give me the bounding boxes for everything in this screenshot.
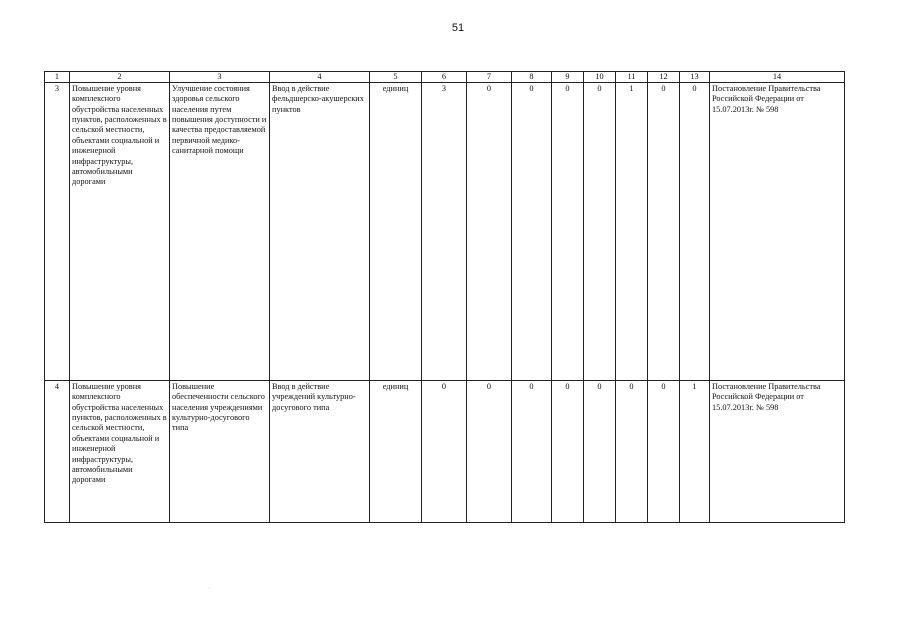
header-cell: 9 <box>552 72 584 83</box>
row-number: 3 <box>45 83 70 381</box>
value-cell: 0 <box>467 83 512 381</box>
header-cell: 12 <box>648 72 680 83</box>
unit-cell: единиц <box>370 381 422 523</box>
header-cell: 3 <box>170 72 270 83</box>
value-cell: 0 <box>422 381 467 523</box>
basis-cell: Постановление Правительства Российской Федерации от 15.07.2013г. № 598 <box>710 83 845 381</box>
goal-cell: Повышение обеспеченности сельского населения учреждениями культурно-досугового типа <box>170 381 270 523</box>
header-cell: 1 <box>45 72 70 83</box>
header-cell: 8 <box>512 72 552 83</box>
value-cell: 0 <box>552 381 584 523</box>
scan-speck: · <box>208 586 210 592</box>
value-cell: 0 <box>467 381 512 523</box>
value-cell: 0 <box>552 83 584 381</box>
header-cell: 10 <box>584 72 616 83</box>
header-cell: 14 <box>710 72 845 83</box>
value-cell: 0 <box>680 83 710 381</box>
goal-cell: Улучшение состояния здоровья сельского населения путем повышения доступности и качества предоставляемой первичной медико-санитарной помощи <box>170 83 270 381</box>
indicators-table <box>44 71 845 523</box>
value-cell: 1 <box>616 83 648 381</box>
header-cell: 6 <box>422 72 467 83</box>
value-cell: 0 <box>648 83 680 381</box>
value-cell: 0 <box>648 381 680 523</box>
page-number: 51 <box>451 22 465 34</box>
value-cell: 3 <box>422 83 467 381</box>
header-cell: 13 <box>680 72 710 83</box>
value-cell: 0 <box>616 381 648 523</box>
task-cell: Повышение уровня комплексного обустройства населенных пунктов, расположенных в сельской местности, объектами социальной и инженерной инфраструктуры, автомобильными дорогами <box>70 83 170 381</box>
unit-cell: единиц <box>370 83 422 381</box>
header-cell: 2 <box>70 72 170 83</box>
header-cell: 4 <box>270 72 370 83</box>
value-cell: 0 <box>584 381 616 523</box>
value-cell: 0 <box>584 83 616 381</box>
value-cell: 0 <box>512 381 552 523</box>
header-cell: 5 <box>370 72 422 83</box>
indicator-cell: Ввод в действие учреждений культурно-досугового типа <box>270 381 370 523</box>
table-row <box>45 381 845 523</box>
task-cell: Повышение уровня комплексного обустройства населенных пунктов, расположенных в сельской местности, объектами социальной и инженерной инфраструктуры, автомобильными дорогами <box>70 381 170 523</box>
indicator-cell: Ввод в действие фельдшерско-акушерских пунктов <box>270 83 370 381</box>
value-cell: 1 <box>680 381 710 523</box>
header-cell: 7 <box>467 72 512 83</box>
basis-cell: Постановление Правительства Российской Федерации от 15.07.2013г. № 598 <box>710 381 845 523</box>
header-row <box>45 72 845 83</box>
table-row <box>45 83 845 381</box>
header-cell: 11 <box>616 72 648 83</box>
value-cell: 0 <box>512 83 552 381</box>
row-number: 4 <box>45 381 70 523</box>
